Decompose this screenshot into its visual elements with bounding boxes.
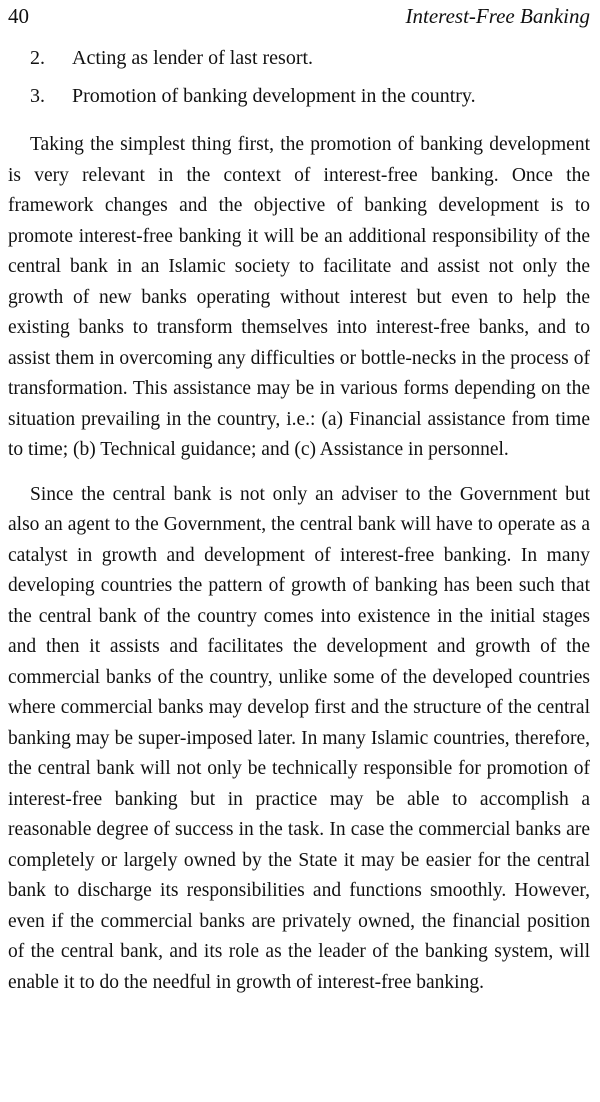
page-number: 40 [8,4,29,28]
list-item-number: 2. [30,47,45,69]
body-paragraph-2: Since the central bank is not only an adviser to the Government but also an agent to the Government, the central bank will have to operate as a catalyst in growth and development of interest-free banking. In many developing countries the pattern of growth of banking has been such that the central bank of the country comes into existence in the initial stages and then it assists and facilitates the development and growth of the commercial banks of the country, unlike some of the developed countries where commercial banks may develop first and the structure of the central banking may be super-imposed later. In many Islamic countries, therefore, the central bank will not only be technically responsible for promotion of interest-free banking but in practice may be able to accomplish a reasonable degree of success in the task. In case the commercial banks are completely or largely owned by the State it may be easier for the central bank to discharge its responsibilities and functions smoothly. However, even if the commercial banks are privately owned, the financial position of the central bank, and its role as the leader of the banking system, will enable it to do the needful in growth of interest-free banking. [8,483,590,993]
list-item-text: Promotion of banking development in the country. [72,85,476,107]
numbered-list [8,42,590,112]
list-item-number: 3. [30,85,45,107]
body-paragraph-1: Taking the simplest thing first, the promotion of banking development is very relevant in the context of interest-free banking. Once the framework changes and the objective of banking development is to promote interest-free banking it will be an additional responsibility of the central bank in an Islamic society to facilitate and assist not only the growth of new banks operating without interest but even to help the existing banks to transform themselves into interest-free banks, and to assist them in overcoming any difficulties or bottle-necks in the process of transformation. This assistance may be in various forms depending on the situation prevailing in the country, i.e.: (a) Financial assistance from time to time; (b) Technical guidance; and (c) Assistance in personnel. [8,134,590,460]
list-item-text: Acting as lender of last resort. [72,47,314,69]
running-title: Interest-Free Banking [405,4,590,28]
list-item [8,80,590,112]
running-head [8,2,590,30]
list-item [8,42,590,74]
